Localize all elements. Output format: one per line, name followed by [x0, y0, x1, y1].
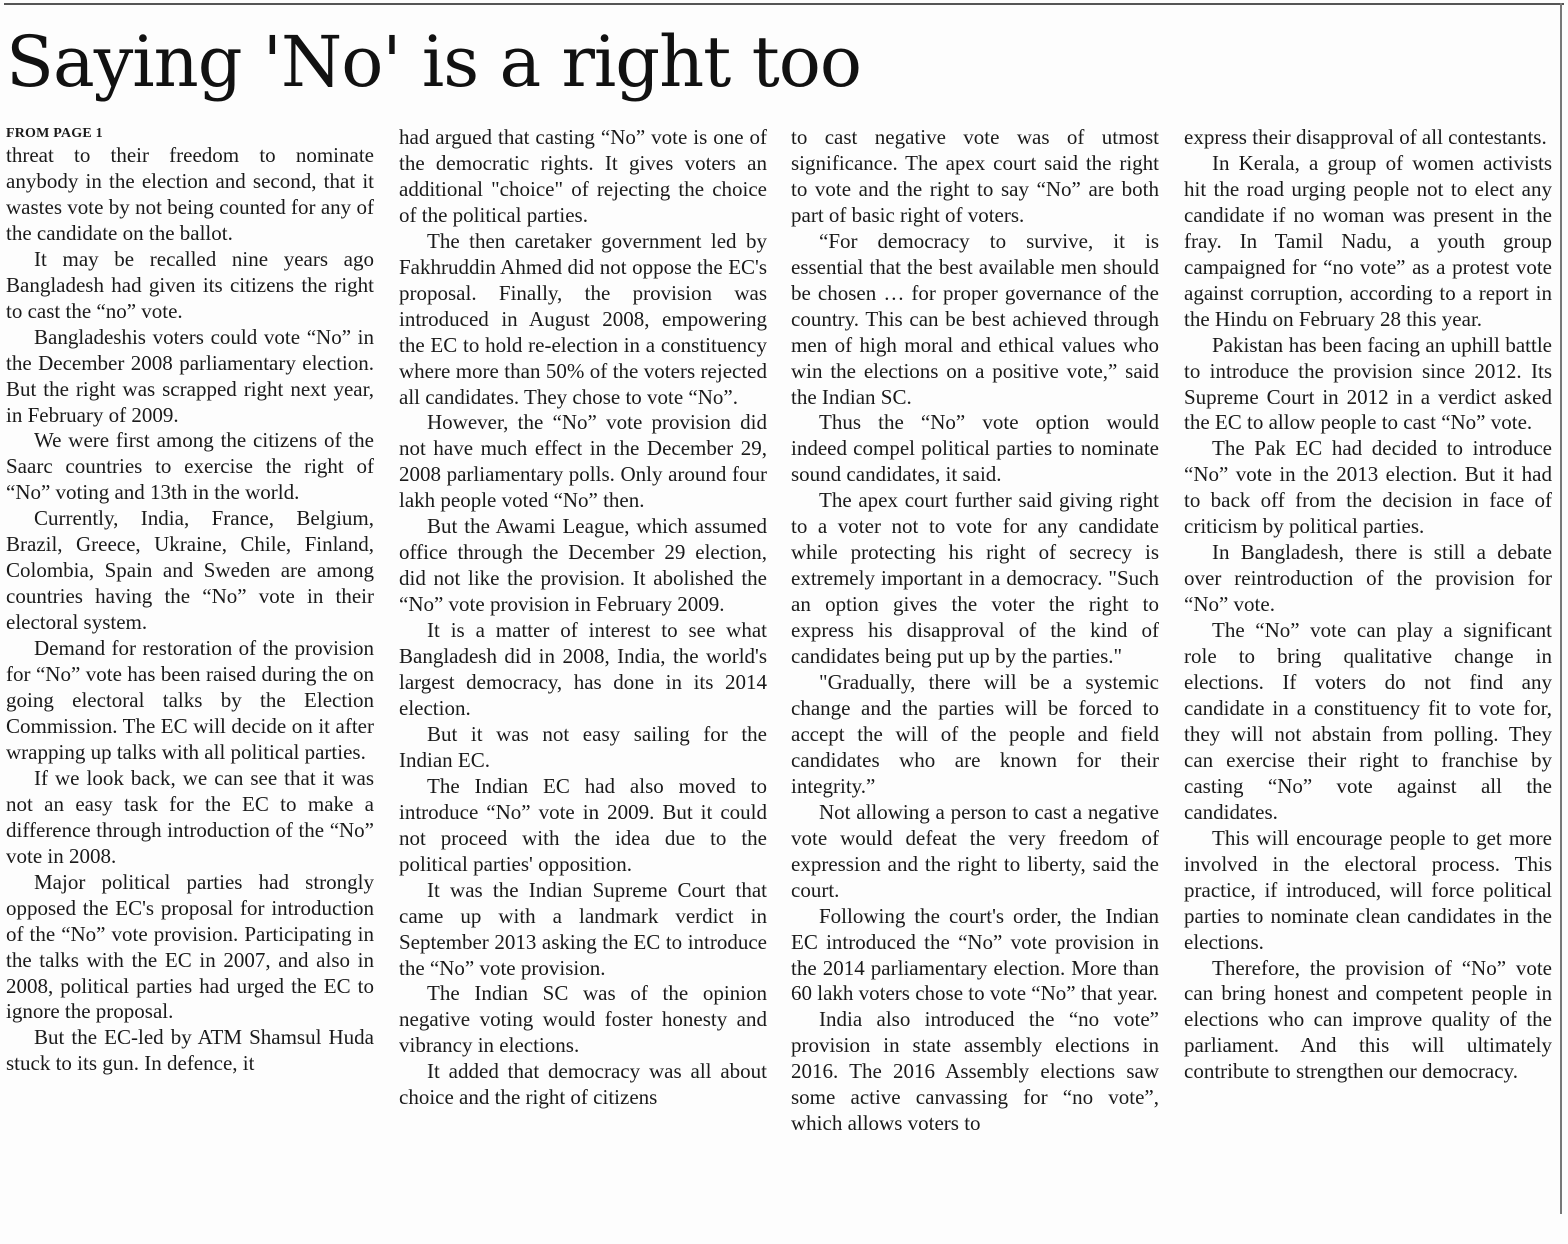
paragraph: But it was not easy sailing for the Indian EC.: [399, 721, 767, 772]
paragraph: Following the court's order, the Indian EC introduced the “No” vote provision in the 2014 parliamentary election. More than 60 lakh voters chose to vote “No” that year.: [791, 903, 1159, 1006]
paragraph: Demand for restoration of the provision for “No” vote has been raised during the on going electoral talks by the Election Commission. The EC will decide on it after wrapping up talks with all political parties.: [6, 636, 374, 764]
paragraph: Major political parties had strongly opposed the EC's proposal for introduction of the “No” vote provision. Participating in the talks with the EC in 2007, and also in 2008, political parties had urged the EC to ignore the proposal.: [6, 869, 374, 1024]
paragraph: Therefore, the provision of “No” vote can bring honest and competent people in elections who can improve quality of the parliament. And this will ultimately contribute to strengthen our democracy.: [1184, 955, 1552, 1084]
paragraph: The then caretaker government led by Fakhruddin Ahmed did not oppose the EC's proposal. Finally, the provision was introduced in August 2008, empowering the EC to hold re-election in a constituency where more than 50% of the voters rejected all candidates. They chose to vote “No”.: [399, 228, 767, 409]
paragraph: This will encourage people to get more involved in the electoral process. This practice, if introduced, will force political parties to nominate clean candidates in the elections.: [1184, 825, 1552, 954]
right-rule: [1560, 3, 1562, 1214]
paragraph: express their disapproval of all contestants.: [1184, 125, 1547, 149]
paragraph: The Pak EC had decided to introduce “No” vote in the 2013 election. But it had to back off from the decision in face of criticism by political parties.: [1184, 436, 1552, 539]
paragraph: Bangladeshis voters could vote “No” in the December 2008 parliamentary election. But the right was scrapped right next year, in February of 2009.: [6, 324, 374, 427]
paragraph: It is a matter of interest to see what Bangladesh did in 2008, India, the world's largest democracy, has done in its 2014 election.: [399, 618, 767, 720]
paragraph: We were first among the citizens of the Saarc countries to exercise the right of “No” voting and 13th in the world.: [6, 428, 374, 505]
paragraph: India also introduced the “no vote” provision in state assembly elections in 2016. The 2016 Assembly elections saw some active canvassing for “no vote”, which allows voters to: [791, 1007, 1159, 1136]
paragraph: If we look back, we can see that it was not an easy task for the EC to make a difference through introduction of the “No” vote in 2008.: [6, 765, 374, 868]
paragraph: "Gradually, there will be a systemic change and the parties will be forced to accept the will of the people and field candidates who are known for their integrity.”: [791, 670, 1159, 798]
paragraph: It was the Indian Supreme Court that came up with a landmark verdict in September 2013 asking the EC to introduce the “No” vote provision.: [399, 877, 767, 980]
paragraph: But the Awami League, which assumed office through the December 29 election, did not like the provision. It abolished the “No” vote provision in February 2009.: [399, 514, 767, 617]
headline: Saying 'No' is a right too: [6, 21, 861, 103]
paragraph: Currently, India, France, Belgium, Brazil, Greece, Ukraine, Chile, Finland, Colombia, Spain and Sweden are among countries having the “No” vote in their electoral system.: [6, 506, 374, 635]
paragraph: had argued that casting “No” vote is one of the democratic rights. It gives voters an additional "choice" of rejecting the choice of the political parties.: [399, 125, 767, 227]
top-rule: [4, 3, 1564, 5]
paragraph: However, the “No” vote provision did not have much effect in the December 29, 2008 parliamentary polls. Only around four lakh people voted “No” then.: [399, 410, 767, 513]
paragraph: Pakistan has been facing an uphill battle to introduce the provision since 2012. Its Supreme Court in 2012 in a verdict asked the EC to allow people to cast “No” vote.: [1184, 332, 1552, 435]
article-column-3: [791, 125, 1159, 1235]
paragraph: Thus the “No” vote option would indeed compel political parties to nominate sound candidates, it said.: [791, 410, 1159, 487]
paragraph: to cast negative vote was of utmost significance. The apex court said the right to vote and the right to say “No” are both part of basic right of voters.: [791, 125, 1159, 227]
paragraph: In Kerala, a group of women activists hit the road urging people not to elect any candidate if no woman was present in the fray. In Tamil Nadu, a youth group campaigned for “no vote” as a protest vote against corruption, according to a report in the Hindu on February 28 this year.: [1184, 150, 1552, 331]
paragraph: “For democracy to survive, it is essential that the best available men should be chosen … for proper governance of the country. This can be best achieved through men of high moral and ethical values who win the elections on a positive vote,” said the Indian SC.: [791, 228, 1159, 409]
paragraph: The apex court further said giving right to a voter not to vote for any candidate while protecting his right of secrecy is extremely important in a democracy. "Such an option gives the voter the right to express his disapproval of the kind of candidates being put up by the parties.": [791, 488, 1159, 669]
article-column-2: [399, 125, 767, 1235]
article-column-4: [1184, 125, 1552, 1235]
paragraph: It may be recalled nine years ago Bangladesh had given its citizens the right to cast the “no” vote.: [6, 246, 374, 323]
paragraph: The Indian SC was of the opinion negative voting would foster honesty and vibrancy in elections.: [399, 981, 767, 1058]
paragraph: Not allowing a person to cast a negative vote would defeat the very freedom of expression and the right to liberty, said the court.: [791, 799, 1159, 902]
paragraph: The Indian EC had also moved to introduce “No” vote in 2009. But it could not proceed with the idea due to the political parties' opposition.: [399, 773, 767, 876]
dateline: FROM PAGE 1: [6, 126, 103, 141]
paragraph: But the EC-led by ATM Shamsul Huda stuck to its gun. In defence, it: [6, 1025, 374, 1076]
paragraph: The “No” vote can play a significant role to bring qualitative change in elections. If voters do not find any candidate in a constituency fit to vote for, they will not abstain from polling. They can exercise their right to franchise by casting “No” vote against all the candidates.: [1184, 618, 1552, 824]
paragraph: threat to their freedom to nominate anybody in the election and second, that it wastes vote by not being counted for any of the candidate on the ballot.: [6, 143, 374, 245]
paragraph: It added that democracy was all about choice and the right of citizens: [399, 1059, 767, 1110]
article-column-1: [6, 125, 374, 1235]
paragraph: In Bangladesh, there is still a debate over reintroduction of the provision for “No” vote.: [1184, 540, 1552, 617]
